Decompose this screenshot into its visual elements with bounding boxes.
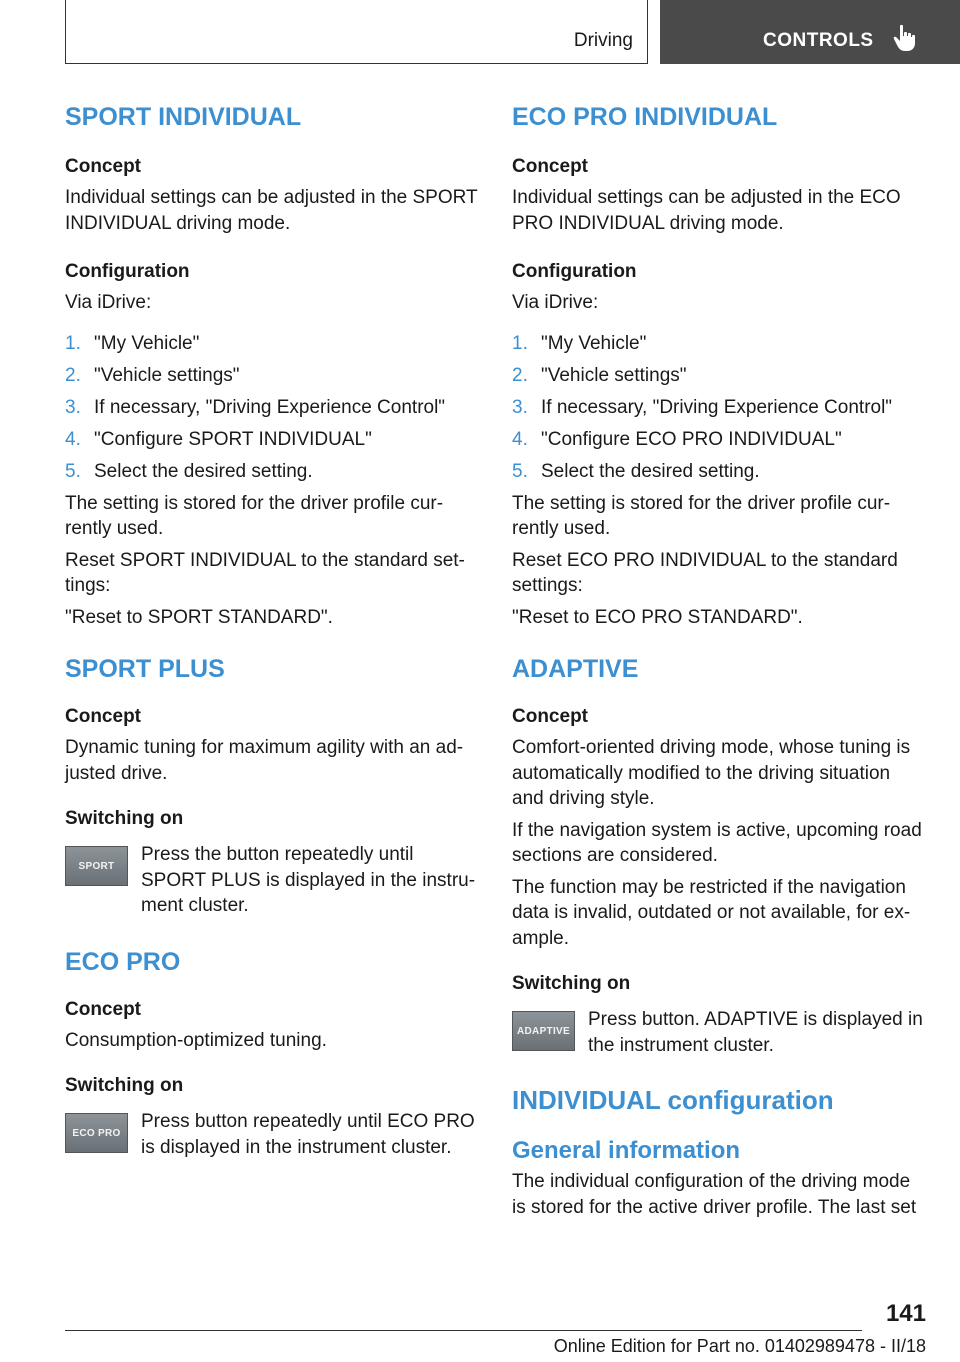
- sport-individual-stored: The setting is stored for the driver profile cur-rently used.: [65, 492, 444, 539]
- list-item: 3. If necessary, "Driving Experience Control": [65, 396, 446, 418]
- edition-note: Online Edition for Part no. 01402989478 - II/18: [553, 1336, 926, 1356]
- adaptive-restrict-text: The function may be restricted if the navigation data is invalid, outdated or not available, for ex-ample.: [512, 876, 911, 949]
- sport-individual-config-heading: Configuration: [65, 261, 190, 282]
- sport-button-image: SPORT: [65, 846, 128, 886]
- adaptive-concept-text: Comfort-oriented driving mode, whose tuning is automatically modified to the driving situation and driving style.: [512, 737, 911, 809]
- adaptive-title: ADAPTIVE: [512, 655, 639, 683]
- header-chapter-tab: [660, 0, 960, 64]
- eco-pro-individual-config-heading: Configuration: [512, 261, 637, 282]
- list-item: 1. "My Vehicle": [65, 332, 200, 354]
- list-item: 5. Select the desired setting.: [512, 460, 760, 482]
- general-information-text: The individual configuration of the driving mode is stored for the active driver profile. The last set: [512, 1171, 917, 1218]
- page-number: 141: [885, 1300, 926, 1327]
- list-item: 1. "My Vehicle": [512, 332, 647, 354]
- list-item: 4. "Configure SPORT INDIVIDUAL": [65, 428, 372, 450]
- eco-pro-switch-heading: Switching on: [65, 1075, 184, 1096]
- header-section-title: Driving: [573, 30, 633, 51]
- eco-pro-individual-via: Via iDrive:: [512, 292, 599, 313]
- sport-individual-reset-cmd: "Reset to SPORT STANDARD".: [65, 606, 333, 628]
- eco-pro-individual-title: ECO PRO INDIVIDUAL: [512, 103, 778, 131]
- right-column: [512, 100, 927, 1220]
- header-chapter-title: CONTROLS: [763, 30, 874, 51]
- sport-individual-concept-heading: Concept: [65, 156, 141, 177]
- list-item: 5. Select the desired setting.: [65, 460, 313, 482]
- hand-pointer-icon: [893, 24, 919, 52]
- adaptive-switch-heading: Switching on: [512, 973, 631, 994]
- sport-individual-steps: [65, 331, 480, 485]
- adaptive-button-image: ADAPTIVE: [512, 1011, 575, 1051]
- eco-pro-switch-row: [65, 1109, 480, 1161]
- sport-plus-switch-text: Press the button repeatedly until SPORT PLUS is displayed in the instru-ment cluster.: [141, 844, 476, 916]
- eco-pro-individual-reset: Reset ECO PRO INDIVIDUAL to the standard settings:: [512, 549, 898, 596]
- eco-pro-individual-concept-text: Individual settings can be adjusted in the ECO PRO INDIVIDUAL driving mode.: [512, 187, 901, 234]
- sport-plus-title: SPORT PLUS: [65, 655, 225, 683]
- sport-individual-title: SPORT INDIVIDUAL: [65, 103, 302, 131]
- sport-plus-switch-heading: Switching on: [65, 808, 184, 829]
- eco-pro-concept-heading: Concept: [65, 998, 141, 1020]
- list-item: 3. If necessary, "Driving Experience Control": [512, 396, 893, 418]
- eco-pro-button-image: ECO PRO: [65, 1113, 128, 1153]
- eco-pro-individual-concept-heading: Concept: [512, 156, 588, 177]
- sport-plus-concept-text: Dynamic tuning for maximum agility with an ad-justed drive.: [65, 737, 464, 784]
- eco-pro-title: ECO PRO: [65, 947, 181, 976]
- sport-individual-via: Via iDrive:: [65, 292, 152, 313]
- sport-plus-concept-heading: Concept: [65, 706, 141, 727]
- general-information-heading: General information: [512, 1137, 741, 1164]
- left-column: [65, 100, 480, 1161]
- adaptive-concept-heading: Concept: [512, 706, 588, 727]
- adaptive-nav-text: If the navigation system is active, upcoming road sections are considered.: [512, 819, 922, 866]
- eco-pro-individual-steps: [512, 331, 927, 485]
- eco-pro-switch-text: Press button repeatedly until ECO PRO is displayed in the instrument cluster.: [141, 1111, 475, 1158]
- sport-individual-concept-text: Individual settings can be adjusted in the SPORT INDIVIDUAL driving mode.: [65, 187, 478, 234]
- adaptive-switch-row: [512, 1007, 927, 1059]
- individual-config-title: INDIVIDUAL configuration: [512, 1085, 834, 1115]
- eco-pro-individual-reset-cmd: "Reset to ECO PRO STANDARD".: [512, 606, 803, 628]
- footer-divider: [65, 1330, 862, 1331]
- eco-pro-individual-stored: The setting is stored for the driver profile cur-rently used.: [512, 492, 891, 539]
- list-item: 4. "Configure ECO PRO INDIVIDUAL": [512, 428, 842, 450]
- sport-individual-reset: Reset SPORT INDIVIDUAL to the standard set-tings:: [65, 549, 465, 596]
- adaptive-switch-text: Press button. ADAPTIVE is displayed in the instrument cluster.: [588, 1009, 923, 1056]
- sport-plus-switch-row: [65, 842, 480, 919]
- eco-pro-concept-text: Consumption-optimized tuning.: [65, 1029, 327, 1051]
- header-section-tab: [65, 0, 648, 64]
- list-item: 2. "Vehicle settings": [512, 364, 687, 386]
- list-item: 2. "Vehicle settings": [65, 364, 240, 386]
